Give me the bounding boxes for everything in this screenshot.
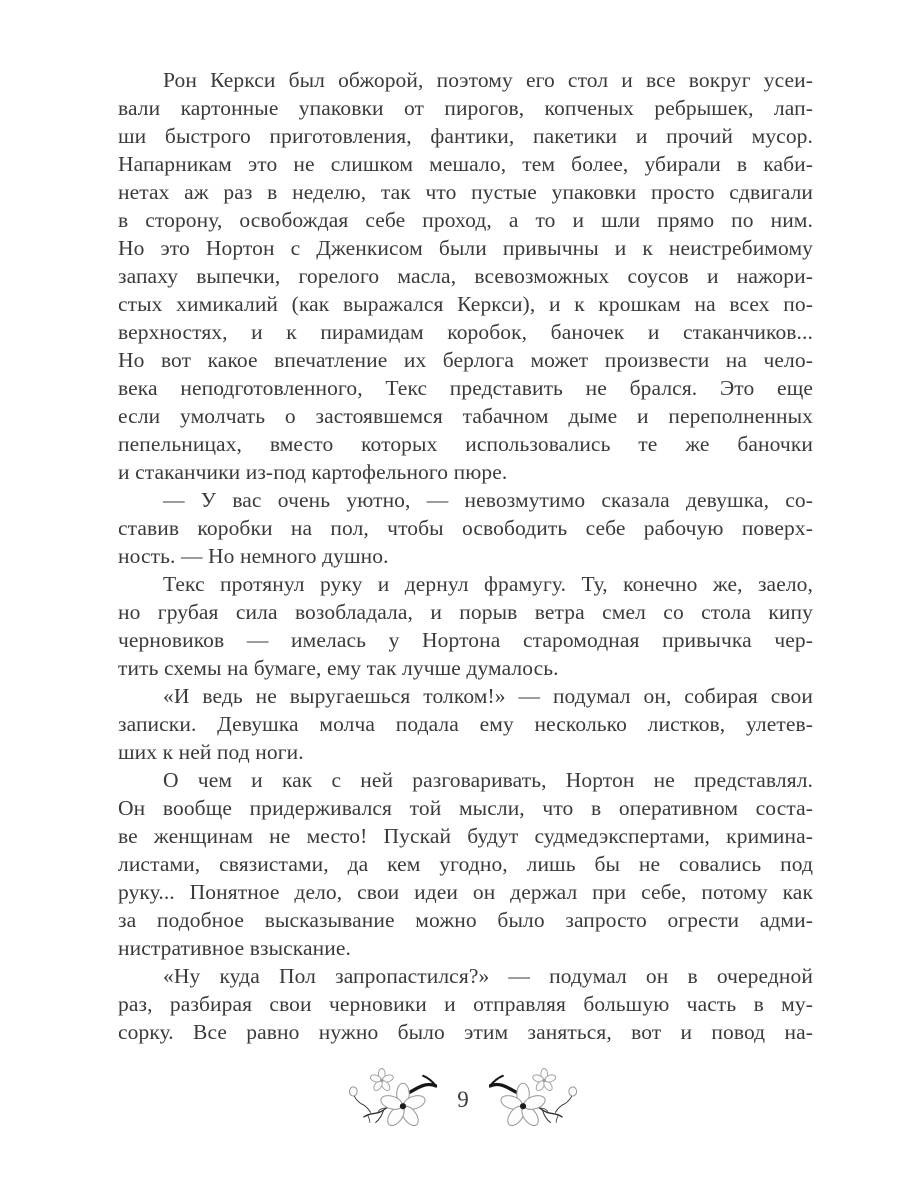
floral-ornament-left-icon bbox=[345, 1063, 437, 1131]
text-line: «И ведь не выругаешься толком!» — подумал он, собирая свои bbox=[163, 684, 813, 708]
text-line: ших к ней под ноги. bbox=[118, 740, 304, 764]
text-line: Он вообще придерживался той мысли, что в оперативном соста- bbox=[118, 796, 813, 820]
text-line: О чем и как с ней разговаривать, Нортон не представлял. bbox=[163, 768, 813, 792]
text-line: тить схемы на бумаге, ему так лучше думалось. bbox=[118, 656, 559, 680]
paragraph bbox=[118, 962, 813, 1046]
text-line: века неподготовленного, Текс представить не брался. Это еще bbox=[118, 376, 813, 400]
page-number: 9 bbox=[457, 1087, 469, 1112]
paragraph bbox=[118, 486, 813, 570]
text-line: «Ну куда Пол запропастился?» — подумал он в очередной bbox=[163, 964, 813, 988]
page-footer bbox=[13, 1062, 900, 1132]
text-line: руку... Понятное дело, свои идеи он держал при себе, потому как bbox=[118, 880, 813, 904]
text-line: вали картонные упаковки от пирогов, копченых ребрышек, лап- bbox=[118, 96, 813, 120]
text-line: нистративное взыскание. bbox=[118, 936, 351, 960]
floral-ornament-right-icon bbox=[489, 1063, 581, 1131]
text-line: но грубая сила возобладала, и порыв ветра смел со стола кипу bbox=[118, 600, 813, 624]
text-line: ве женщинам не место! Пускай будут судмедэкспертами, кримина- bbox=[118, 824, 813, 848]
text-line: черновиков — имелась у Нортона старомодная привычка чер- bbox=[118, 628, 813, 652]
text-line: за подобное высказывание можно было запросто огрести адми- bbox=[118, 908, 813, 932]
paragraph bbox=[118, 682, 813, 766]
text-line: сорку. Все равно нужно было этим заняться, вот и повод на- bbox=[118, 1020, 813, 1044]
text-line: стых химикалий (как выражался Керкси), и к крошкам на всех по- bbox=[118, 292, 813, 316]
text-line: в сторону, освобождая себе проход, а то и шли прямо по ним. bbox=[118, 208, 813, 232]
text-line: запаху выпечки, горелого масла, всевозможных соусов и нажори- bbox=[118, 264, 813, 288]
text-line: нетах аж раз в неделю, так что пустые упаковки просто сдвигали bbox=[118, 180, 813, 204]
paragraph bbox=[118, 66, 813, 486]
text-line: Но это Нортон с Дженкисом были привычны и к неистребимому bbox=[118, 236, 813, 260]
paragraph bbox=[118, 570, 813, 682]
text-line: ность. — Но немного душно. bbox=[118, 544, 389, 568]
text-line: Текс протянул руку и дернул фрамугу. Ту, конечно же, заело, bbox=[163, 572, 813, 596]
text-line: пепельницах, вместо которых использовались те же баночки bbox=[118, 432, 813, 456]
text-line: если умолчать о застоявшемся табачном дыме и переполненных bbox=[118, 404, 813, 428]
text-line: записки. Девушка молча подала ему несколько листков, улетев- bbox=[118, 712, 813, 736]
text-line: раз, разбирая свои черновики и отправляя большую часть в му- bbox=[118, 992, 813, 1016]
text-line: — У вас очень уютно, — невозмутимо сказала девушка, со- bbox=[163, 488, 813, 512]
body-text bbox=[118, 66, 813, 1046]
text-line: Напарникам это не слишком мешало, тем более, убирали в каби- bbox=[118, 152, 813, 176]
text-line: Но вот какое впечатление их берлога может произвести на чело- bbox=[118, 348, 813, 372]
text-line: верхностях, и к пирамидам коробок, баночек и стаканчиков... bbox=[118, 320, 813, 344]
text-line: и стаканчики из-под картофельного пюре. bbox=[118, 460, 508, 484]
text-line: ши быстрого приготовления, фантики, пакетики и прочий мусор. bbox=[118, 124, 813, 148]
text-line: Рон Керкси был обжорой, поэтому его стол и все вокруг усеи- bbox=[163, 68, 813, 92]
text-line: листами, связистами, да кем угодно, лишь бы не совались под bbox=[118, 852, 813, 876]
paragraph bbox=[118, 766, 813, 962]
text-line: ставив коробки на пол, чтобы освободить себе рабочую поверх- bbox=[118, 516, 813, 540]
